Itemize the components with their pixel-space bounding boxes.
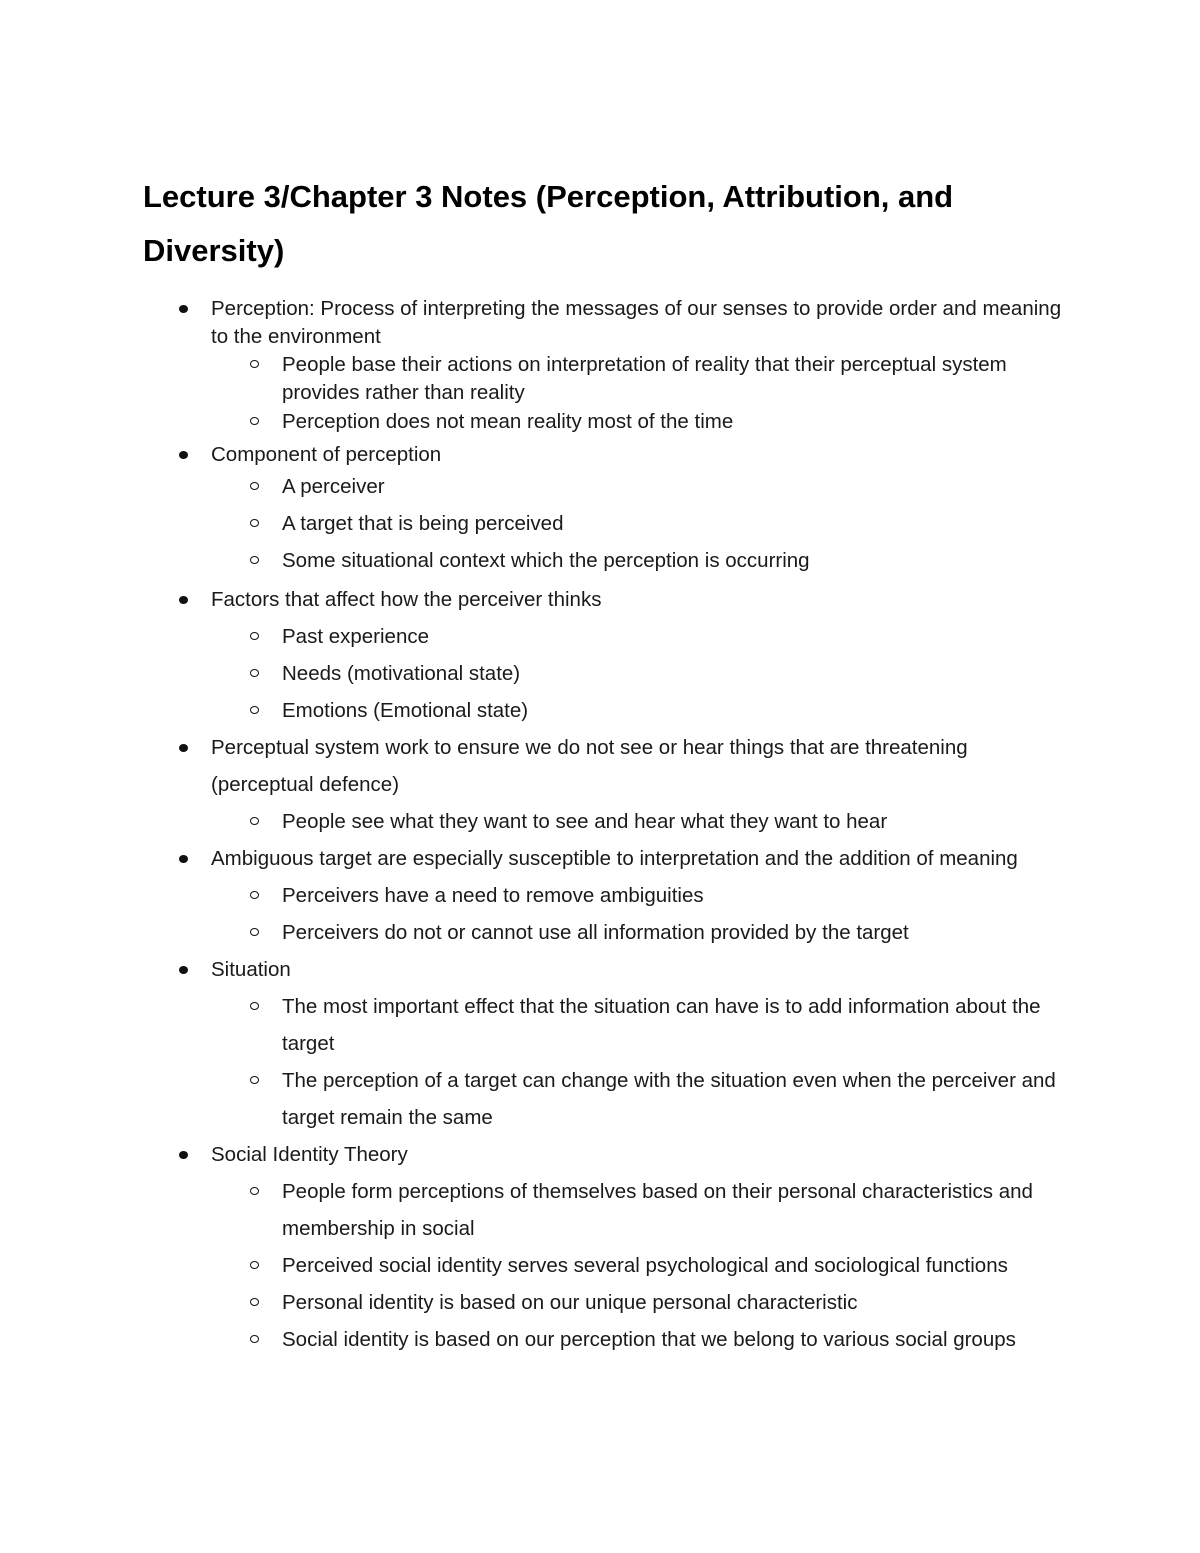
- bullet-icon: [179, 451, 188, 459]
- sub-list-item-text: People base their actions on interpretation of reality that their perceptual system provides rather than reality: [282, 353, 1007, 404]
- list-item-text: Perceptual system work to ensure we do not see or hear things that are threatening (perceptual defence): [211, 736, 968, 796]
- list-item-text: Situation: [211, 958, 291, 981]
- list-item: [0, 840, 1071, 951]
- sub-list-item-text: Perception does not mean reality most of the time: [282, 410, 734, 433]
- bullet-icon: [179, 966, 188, 974]
- sub-list-item-text: Perceivers do not or cannot use all information provided by the target: [282, 921, 909, 944]
- circle-bullet-icon: [250, 1187, 259, 1195]
- circle-bullet-icon: [250, 669, 259, 677]
- sub-list-item-text: Perceived social identity serves several psychological and sociological functions: [282, 1254, 1008, 1277]
- sub-list: [211, 1173, 1071, 1358]
- sub-list-item: [282, 618, 1062, 655]
- sub-list-item: [282, 1284, 1062, 1321]
- sub-list-item: [282, 655, 1062, 692]
- list-item-text: Factors that affect how the perceiver thinks: [211, 588, 602, 611]
- circle-bullet-icon: [250, 817, 259, 825]
- sub-list-item: [282, 542, 1062, 579]
- sub-list: [211, 350, 1071, 437]
- sub-list-item-text: Personal identity is based on our unique personal characteristic: [282, 1291, 858, 1314]
- bullet-icon: [179, 744, 188, 752]
- sub-list-item-text: The most important effect that the situation can have is to add information about the target: [282, 995, 1041, 1055]
- sub-list-item: [282, 1247, 1062, 1284]
- sub-list-item-text: A perceiver: [282, 475, 385, 498]
- sub-list-item: [282, 505, 1062, 542]
- circle-bullet-icon: [250, 706, 259, 714]
- sub-list-item-text: Needs (motivational state): [282, 662, 521, 685]
- circle-bullet-icon: [250, 1335, 259, 1343]
- sub-list-item-text: Perceivers have a need to remove ambiguities: [282, 884, 704, 907]
- sub-list-item: [282, 407, 1062, 437]
- sub-list-item: [282, 988, 1062, 1062]
- bullet-icon: [179, 855, 188, 863]
- list-item: [0, 1136, 1071, 1358]
- sub-list-item-text: Emotions (Emotional state): [282, 699, 529, 722]
- list-item: [0, 293, 1071, 439]
- sub-list-item-text: A target that is being perceived: [282, 512, 564, 535]
- list-item-text: Perception: Process of interpreting the messages of our senses to provide order and meaning to the environment: [211, 297, 1062, 348]
- sub-list-item-text: Some situational context which the perception is occurring: [282, 549, 810, 572]
- list-item: [0, 581, 1071, 729]
- circle-bullet-icon: [250, 556, 259, 564]
- circle-bullet-icon: [250, 1076, 259, 1084]
- circle-bullet-icon: [250, 1261, 259, 1269]
- sub-list-item: [282, 1321, 1062, 1358]
- sub-list-item: [282, 803, 1062, 840]
- circle-bullet-icon: [250, 360, 259, 368]
- sub-list: [211, 618, 1071, 729]
- notes-list: [0, 293, 1200, 1358]
- sub-list-item-text: People form perceptions of themselves based on their personal characteristics and membership in social: [282, 1180, 1033, 1240]
- sub-list: [211, 877, 1071, 951]
- sub-list-item-text: People see what they want to see and hear what they want to hear: [282, 810, 888, 833]
- sub-list-item: [282, 350, 1062, 407]
- list-item: [0, 951, 1071, 1136]
- bullet-icon: [179, 305, 188, 313]
- sub-list-item: [282, 692, 1062, 729]
- sub-list-item-text: The perception of a target can change with the situation even when the perceiver and target remain the same: [282, 1069, 1056, 1129]
- bullet-icon: [179, 596, 188, 604]
- circle-bullet-icon: [250, 417, 259, 425]
- sub-list-item: [282, 877, 1062, 914]
- circle-bullet-icon: [250, 632, 259, 640]
- bullet-icon: [179, 1151, 188, 1159]
- sub-list: [211, 468, 1071, 579]
- sub-list-item: [282, 914, 1062, 951]
- list-item: [0, 729, 1071, 840]
- list-item-text: Ambiguous target are especially susceptible to interpretation and the addition of meaning: [211, 847, 1018, 870]
- circle-bullet-icon: [250, 928, 259, 936]
- circle-bullet-icon: [250, 519, 259, 527]
- circle-bullet-icon: [250, 1298, 259, 1306]
- sub-list-item-text: Past experience: [282, 625, 430, 648]
- list-item-text: Social Identity Theory: [211, 1143, 408, 1166]
- list-item-text: Component of perception: [211, 442, 442, 466]
- sub-list-item: [282, 1173, 1062, 1247]
- sub-list-item: [282, 1062, 1062, 1136]
- sub-list: [211, 803, 1071, 840]
- circle-bullet-icon: [250, 1002, 259, 1010]
- circle-bullet-icon: [250, 891, 259, 899]
- sub-list: [211, 988, 1071, 1136]
- list-item: [0, 439, 1071, 582]
- sub-list-item-text: Social identity is based on our perception that we belong to various social groups: [282, 1328, 1016, 1351]
- circle-bullet-icon: [250, 482, 259, 490]
- page-title: Lecture 3/Chapter 3 Notes (Perception, Attribution, and Diversity): [143, 179, 954, 268]
- sub-list-item: [282, 468, 1062, 505]
